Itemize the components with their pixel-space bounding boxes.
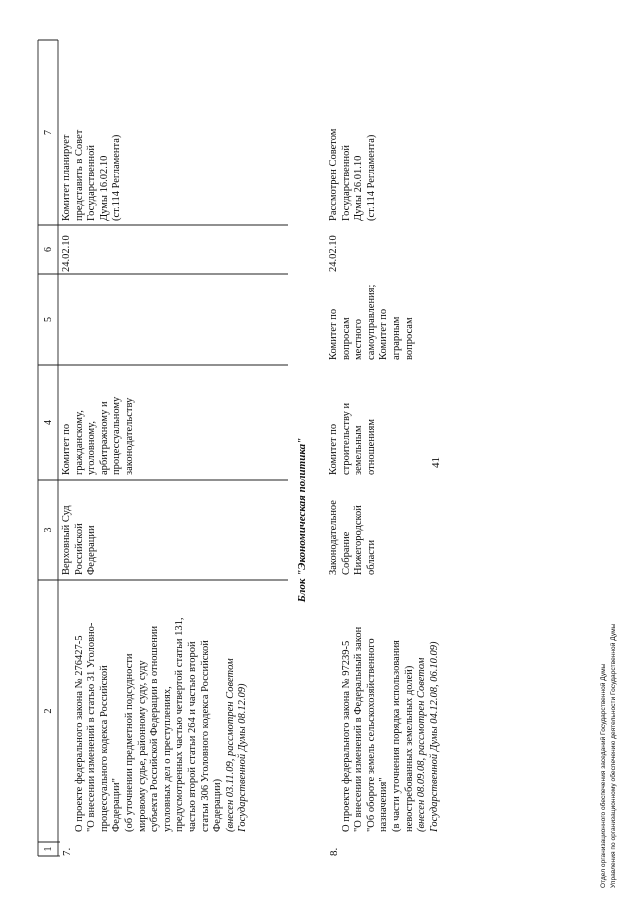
bill-description — [328, 582, 454, 832]
responsible-committee: Комитет по строительству и земельным отношениям — [328, 402, 377, 475]
co-committees: Комитет по вопросам местного самоуправления; Комитет по аграрным вопросам — [328, 284, 415, 360]
section-heading: Блок "Экономическая политика" — [296, 437, 308, 603]
bill-status: Комитет планирует представить в Совет Государственной Думы 16.02.10 (ст.114 Регламента) — [61, 129, 123, 221]
footer-department: Отдел организационного обеспечения заседаний Государственной Думы — [600, 663, 607, 888]
page-number: 41 — [430, 457, 442, 468]
bill-note: (внесен 03.11.09, рассмотрен Советом Государственной Думы 08.12.09) — [224, 658, 249, 832]
consideration-date: 24.02.10 — [328, 235, 339, 272]
column-header-5: 5 — [43, 317, 54, 322]
column-header-1: 1 — [43, 846, 54, 852]
row-number: 8. — [328, 847, 340, 856]
bill-description — [61, 582, 263, 832]
bill-initiator: Законодательное Собрание Нижегородской области — [328, 500, 377, 575]
row-number: 7. — [61, 847, 73, 856]
column-header-7: 7 — [43, 130, 54, 135]
consideration-date: 24.02.10 — [61, 235, 72, 272]
column-header-6: 6 — [43, 247, 54, 252]
column-header-4: 4 — [43, 420, 54, 425]
bill-text: О проекте федерального закона № 97239-5 "О внесении изменений в Федеральный закон "Об обороте земель сельскохозяйственного назначения" (в части уточнения порядка использования невостребованных земельных долей) — [340, 626, 415, 832]
bill-note: (внесен 08.09.08, рассмотрен Советом Государственной Думы 04.12.08, 06.10.09) — [416, 641, 440, 832]
bill-initiator: Верховный Суд Российской Федерации — [61, 505, 98, 575]
bill-status: Рассмотрен Советом Государственной Думы 26.01.10 (ст.114 Регламента) — [328, 128, 377, 221]
footer-directorate: Управления по организационному обеспечению деятельности Государственной Думы — [610, 623, 617, 888]
column-header-2: 2 — [43, 708, 54, 714]
column-header-3: 3 — [43, 527, 54, 533]
bill-text: О проекте федерального закона № 276427-5 "О внесении изменений в статью 31 Уголовно- процессуального кодекса Российской Федерации" (об уточнении предметной подсудности мировому судье, районному суду, суду субъекта Российской Федерации в отношении уголовных дел о преступлениях, предусмотренных частью четвертой статьи 131, частью второй статьи 264 и частью второй статьи 306 Уголовного кодекса Российской Федерации) — [73, 617, 224, 832]
responsible-committee: Комитет по гражданскому, уголовному, арбитражному и процессуальному законодательству — [61, 396, 135, 475]
